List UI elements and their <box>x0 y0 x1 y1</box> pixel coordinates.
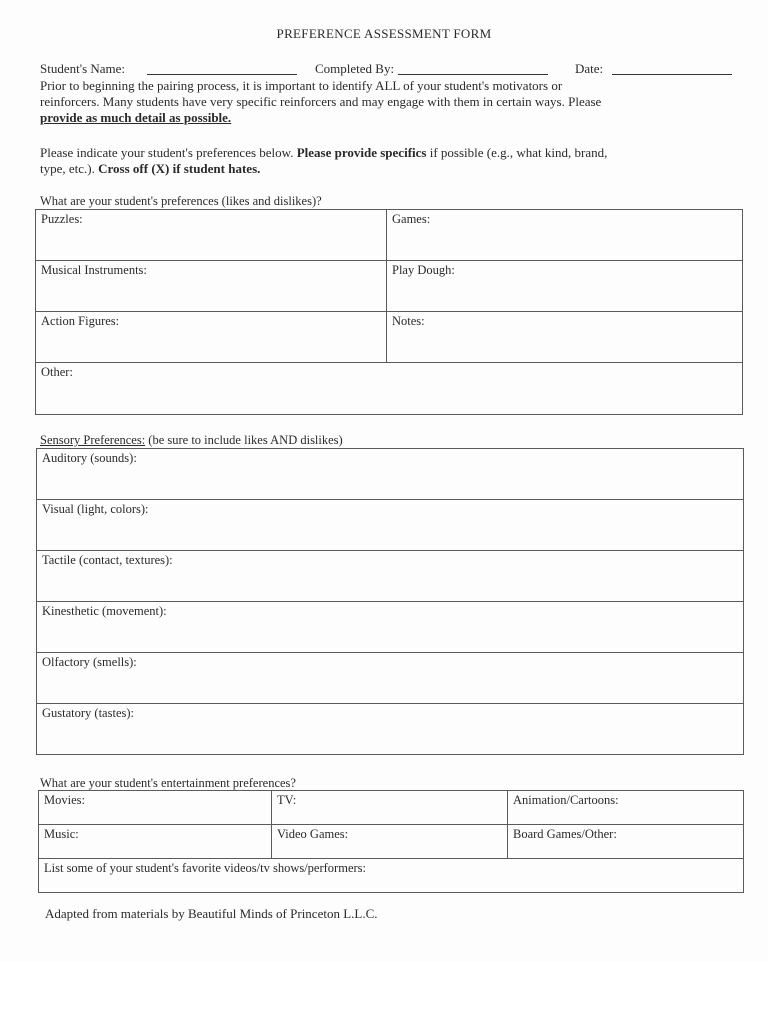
instructions-text-1: Please indicate your student's preferences below. <box>40 145 297 160</box>
student-name-field[interactable] <box>147 74 297 75</box>
likes-cell-puzzles[interactable]: Puzzles: <box>36 210 387 261</box>
student-name-label: Student's Name: <box>40 61 126 76</box>
form-title: PREFERENCE ASSESSMENT FORM <box>276 26 492 41</box>
sensory-row-auditory[interactable]: Auditory (sounds): <box>37 449 744 500</box>
page-bottom-margin <box>0 962 768 1024</box>
instructions-paragraph <box>40 145 730 177</box>
entertainment-table <box>38 790 744 893</box>
likes-cell-notes[interactable]: Notes: <box>387 312 743 363</box>
sensory-row-tactile[interactable]: Tactile (contact, textures): <box>37 551 744 602</box>
likes-table <box>35 209 743 415</box>
entertainment-cell-favorites[interactable]: List some of your student's favorite videos/tv shows/performers: <box>39 859 744 893</box>
likes-cell-games[interactable]: Games: <box>387 210 743 261</box>
likes-cell-musical-instruments[interactable]: Musical Instruments: <box>36 261 387 312</box>
likes-cell-play-dough[interactable]: Play Dough: <box>387 261 743 312</box>
likes-cell-action-figures[interactable]: Action Figures: <box>36 312 387 363</box>
instructions-bold-2: Cross off (X) if student hates. <box>98 161 261 176</box>
sensory-heading-rest: (be sure to include likes AND dislikes) <box>145 433 343 447</box>
intro-line-2: reinforcers. Many students have very specific reinforcers and may engage with them in certain ways. Please <box>40 94 602 109</box>
sensory-table <box>36 448 744 755</box>
instructions-text-3: type, etc.). <box>40 161 99 176</box>
intro-emphasis: provide as much detail as possible. <box>40 110 232 125</box>
completed-by-field[interactable] <box>398 74 548 75</box>
header-fields <box>40 61 740 77</box>
sensory-row-kinesthetic[interactable]: Kinesthetic (movement): <box>37 602 744 653</box>
likes-cell-other[interactable]: Other: <box>36 363 743 415</box>
entertainment-cell-board-games[interactable]: Board Games/Other: <box>508 825 744 859</box>
intro-line-1: Prior to beginning the pairing process, it is important to identify ALL of your student's motivators or <box>40 78 563 93</box>
entertainment-cell-video-games[interactable]: Video Games: <box>272 825 508 859</box>
date-field[interactable] <box>612 74 732 75</box>
instructions-text-2: if possible (e.g., what kind, brand, <box>426 145 608 160</box>
entertainment-cell-movies[interactable]: Movies: <box>39 791 272 825</box>
sensory-row-visual[interactable]: Visual (light, colors): <box>37 500 744 551</box>
entertainment-cell-animation[interactable]: Animation/Cartoons: <box>508 791 744 825</box>
intro-paragraph <box>40 78 730 126</box>
sensory-row-gustatory[interactable]: Gustatory (tastes): <box>37 704 744 755</box>
footer-credit: Adapted from materials by Beautiful Minds of Princeton L.L.C. <box>45 906 378 921</box>
entertainment-cell-tv[interactable]: TV: <box>272 791 508 825</box>
likes-heading: What are your student's preferences (likes and dislikes)? <box>40 194 322 208</box>
sensory-heading <box>40 433 343 448</box>
instructions-bold-1: Please provide specifics <box>296 145 427 160</box>
sensory-heading-underlined: Sensory Preferences: <box>40 433 146 447</box>
sensory-row-olfactory[interactable]: Olfactory (smells): <box>37 653 744 704</box>
entertainment-cell-music[interactable]: Music: <box>39 825 272 859</box>
entertainment-heading: What are your student's entertainment preferences? <box>40 776 296 790</box>
date-label: Date: <box>575 61 604 76</box>
completed-by-label: Completed By: <box>315 61 395 76</box>
